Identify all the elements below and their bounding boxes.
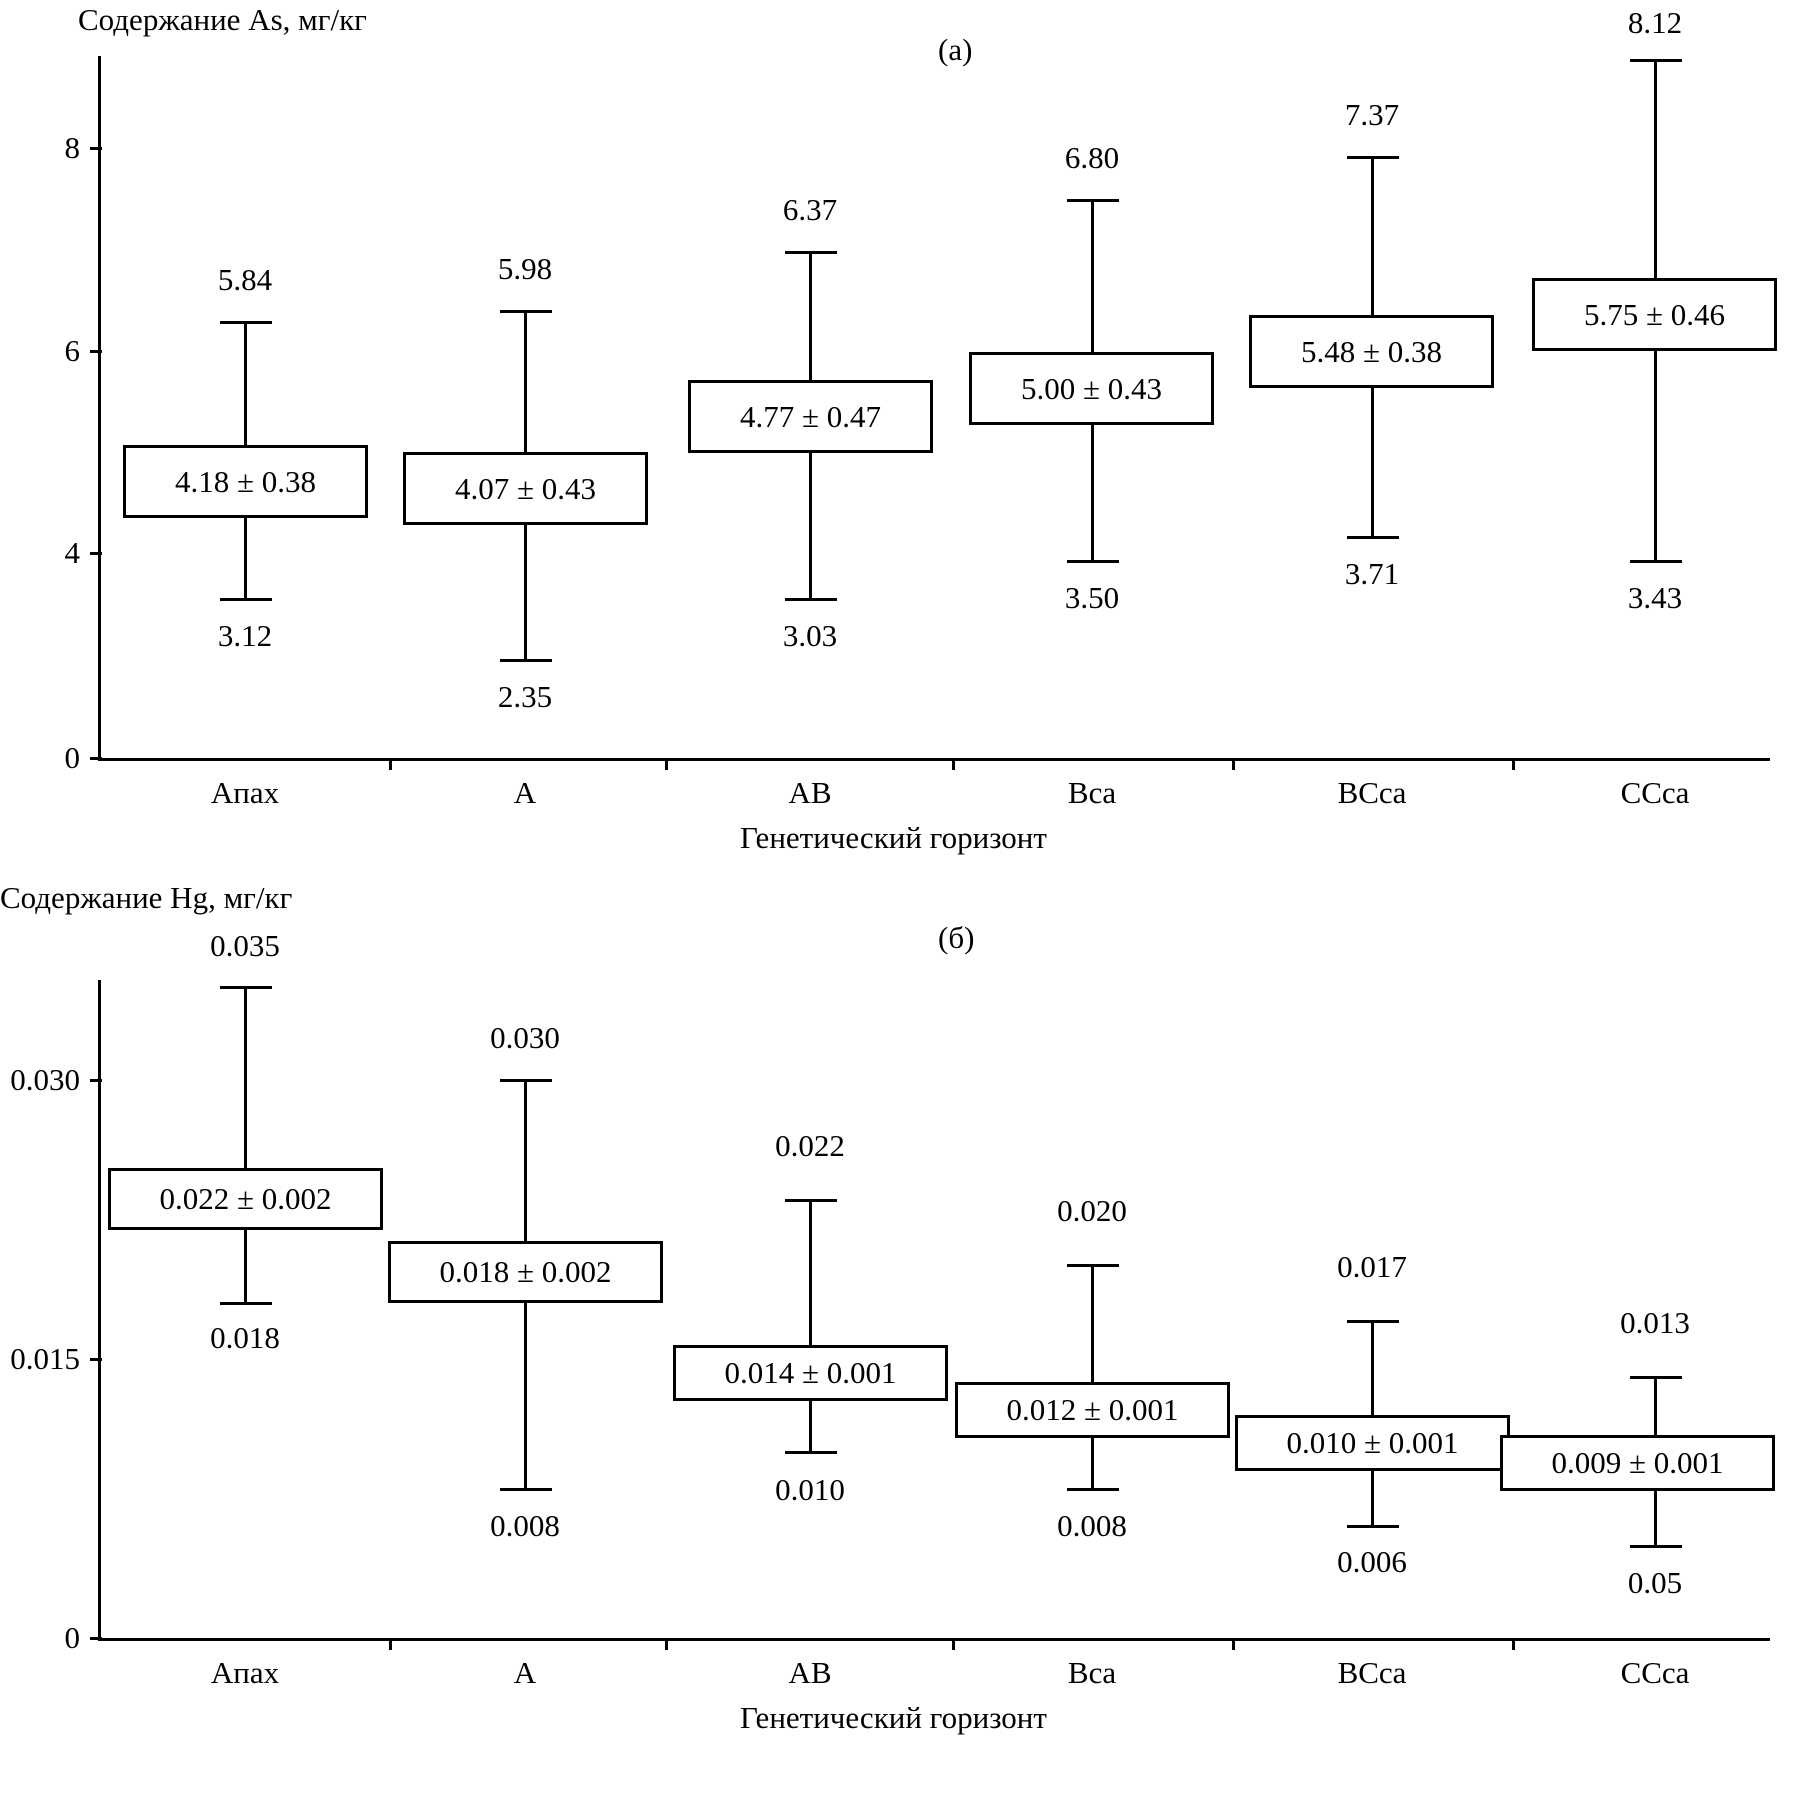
y-tick-b-0 bbox=[90, 1637, 102, 1640]
x-axis-a bbox=[98, 758, 1770, 761]
min-label-b-5: 0.006 bbox=[1337, 1544, 1407, 1579]
mean-box-b-6: 0.009 ± 0.001 bbox=[1500, 1435, 1775, 1491]
x-cat-label-b-4: Bca bbox=[1067, 1655, 1117, 1690]
x-tick-a-4 bbox=[1232, 758, 1235, 770]
x-tick-a-5 bbox=[1512, 758, 1515, 770]
x-tick-b-1 bbox=[389, 1638, 392, 1650]
y-tick-label-b-015: 0.015 bbox=[10, 1341, 80, 1376]
x-cat-label-a-6: CCca bbox=[1620, 775, 1690, 810]
max-label-b-4: 0.020 bbox=[1057, 1193, 1127, 1228]
whisker-b-1 bbox=[244, 987, 247, 1305]
min-label-b-2: 0.008 bbox=[490, 1508, 560, 1543]
mean-box-a-6: 5.75 ± 0.46 bbox=[1532, 278, 1777, 351]
mean-box-b-5: 0.010 ± 0.001 bbox=[1235, 1415, 1510, 1471]
mean-box-a-1: 4.18 ± 0.38 bbox=[123, 445, 368, 518]
whisker-cap-top-a-3 bbox=[785, 251, 837, 254]
min-label-b-1: 0.018 bbox=[210, 1320, 280, 1355]
mean-box-a-3: 4.77 ± 0.47 bbox=[688, 380, 933, 453]
max-label-a-2: 5.98 bbox=[497, 251, 553, 286]
whisker-b-3 bbox=[809, 1200, 812, 1452]
whisker-cap-bottom-b-1 bbox=[220, 1302, 272, 1305]
y-tick-label-b-030: 0.030 bbox=[10, 1062, 80, 1097]
whisker-cap-bottom-a-4 bbox=[1067, 560, 1119, 563]
x-cat-label-b-2: A bbox=[513, 1655, 537, 1690]
chart-panel-a bbox=[0, 0, 1803, 880]
chart-panel-b bbox=[0, 880, 1803, 1814]
whisker-cap-bottom-a-2 bbox=[500, 659, 552, 662]
x-cat-label-a-4: Bca bbox=[1067, 775, 1117, 810]
y-tick-a-4 bbox=[90, 552, 102, 555]
whisker-cap-top-b-4 bbox=[1067, 1264, 1119, 1267]
y-tick-label-a-4: 4 bbox=[64, 535, 80, 570]
max-label-a-3: 6.37 bbox=[782, 192, 838, 227]
min-label-a-1: 3.12 bbox=[217, 618, 273, 653]
min-label-a-6: 3.43 bbox=[1627, 580, 1683, 615]
min-label-b-6: 0.05 bbox=[1627, 1565, 1683, 1600]
mean-box-b-2: 0.018 ± 0.002 bbox=[388, 1241, 663, 1303]
x-cat-label-a-3: AB bbox=[788, 775, 832, 810]
x-cat-label-b-3: AB bbox=[788, 1655, 832, 1690]
x-cat-label-a-2: A bbox=[513, 775, 537, 810]
mean-box-a-5: 5.48 ± 0.38 bbox=[1249, 315, 1494, 388]
y-tick-label-a-8: 8 bbox=[64, 130, 80, 165]
whisker-cap-top-a-2 bbox=[500, 310, 552, 313]
whisker-cap-bottom-b-2 bbox=[500, 1488, 552, 1491]
x-axis-b bbox=[98, 1638, 1770, 1641]
whisker-cap-top-b-5 bbox=[1347, 1320, 1399, 1323]
max-label-b-2: 0.030 bbox=[490, 1020, 560, 1055]
y-axis-title-a: Содержание As, мг/кг bbox=[78, 2, 367, 37]
y-tick-b-015 bbox=[90, 1358, 102, 1361]
y-tick-a-8 bbox=[90, 147, 102, 150]
x-tick-b-5 bbox=[1512, 1638, 1515, 1650]
whisker-cap-bottom-a-6 bbox=[1630, 560, 1682, 563]
y-tick-b-030 bbox=[90, 1079, 102, 1082]
max-label-b-1: 0.035 bbox=[210, 928, 280, 963]
x-tick-a-2 bbox=[665, 758, 668, 770]
max-label-b-5: 0.017 bbox=[1337, 1249, 1407, 1284]
y-tick-label-a-0: 0 bbox=[64, 740, 80, 775]
x-cat-label-b-1: Апах bbox=[210, 1655, 280, 1690]
whisker-cap-bottom-a-1 bbox=[220, 598, 272, 601]
y-tick-label-a-6: 6 bbox=[64, 333, 80, 368]
mean-box-b-1: 0.022 ± 0.002 bbox=[108, 1168, 383, 1230]
y-tick-a-6 bbox=[90, 350, 102, 353]
max-label-b-6: 0.013 bbox=[1620, 1305, 1690, 1340]
mean-box-b-3: 0.014 ± 0.001 bbox=[673, 1345, 948, 1401]
max-label-b-3: 0.022 bbox=[775, 1128, 845, 1163]
x-cat-label-b-5: BCca bbox=[1337, 1655, 1407, 1690]
whisker-cap-bottom-b-5 bbox=[1347, 1525, 1399, 1528]
x-cat-label-b-6: CCca bbox=[1620, 1655, 1690, 1690]
x-tick-a-3 bbox=[952, 758, 955, 770]
max-label-a-6: 8.12 bbox=[1627, 5, 1683, 40]
whisker-cap-bottom-b-3 bbox=[785, 1451, 837, 1454]
panel-tag-a: (а) bbox=[938, 32, 973, 67]
x-cat-label-a-5: BCca bbox=[1337, 775, 1407, 810]
mean-box-a-4: 5.00 ± 0.43 bbox=[969, 352, 1214, 425]
min-label-b-3: 0.010 bbox=[775, 1472, 845, 1507]
min-label-a-5: 3.71 bbox=[1344, 556, 1400, 591]
whisker-cap-top-a-4 bbox=[1067, 199, 1119, 202]
whisker-cap-top-b-3 bbox=[785, 1199, 837, 1202]
whisker-cap-bottom-a-3 bbox=[785, 598, 837, 601]
whisker-b-4 bbox=[1091, 1265, 1094, 1490]
whisker-cap-top-a-6 bbox=[1630, 59, 1682, 62]
max-label-a-1: 5.84 bbox=[217, 262, 273, 297]
whisker-cap-top-b-6 bbox=[1630, 1376, 1682, 1379]
y-tick-label-b-0: 0 bbox=[64, 1620, 80, 1655]
max-label-a-4: 6.80 bbox=[1064, 140, 1120, 175]
whisker-cap-top-b-2 bbox=[500, 1079, 552, 1082]
x-axis-title-a: Генетический горизонт bbox=[740, 820, 1047, 855]
mean-box-b-4: 0.012 ± 0.001 bbox=[955, 1382, 1230, 1438]
mean-box-a-2: 4.07 ± 0.43 bbox=[403, 452, 648, 525]
whisker-cap-top-a-1 bbox=[220, 321, 272, 324]
min-label-a-2: 2.35 bbox=[497, 679, 553, 714]
whisker-cap-bottom-a-5 bbox=[1347, 536, 1399, 539]
x-tick-b-2 bbox=[665, 1638, 668, 1650]
min-label-a-4: 3.50 bbox=[1064, 580, 1120, 615]
x-tick-b-4 bbox=[1232, 1638, 1235, 1650]
y-axis-title-b: Содержание Hg, мг/кг bbox=[0, 880, 293, 915]
max-label-a-5: 7.37 bbox=[1344, 97, 1400, 132]
whisker-cap-bottom-b-4 bbox=[1067, 1488, 1119, 1491]
y-axis-a bbox=[98, 56, 101, 761]
y-tick-a-0 bbox=[90, 757, 102, 760]
min-label-a-3: 3.03 bbox=[782, 618, 838, 653]
min-label-b-4: 0.008 bbox=[1057, 1508, 1127, 1543]
whisker-cap-bottom-b-6 bbox=[1630, 1545, 1682, 1548]
x-cat-label-a-1: Апах bbox=[210, 775, 280, 810]
x-axis-title-b: Генетический горизонт bbox=[740, 1700, 1047, 1735]
whisker-cap-top-a-5 bbox=[1347, 156, 1399, 159]
x-tick-a-1 bbox=[389, 758, 392, 770]
panel-tag-b: (б) bbox=[938, 920, 975, 955]
whisker-cap-top-b-1 bbox=[220, 986, 272, 989]
x-tick-b-3 bbox=[952, 1638, 955, 1650]
